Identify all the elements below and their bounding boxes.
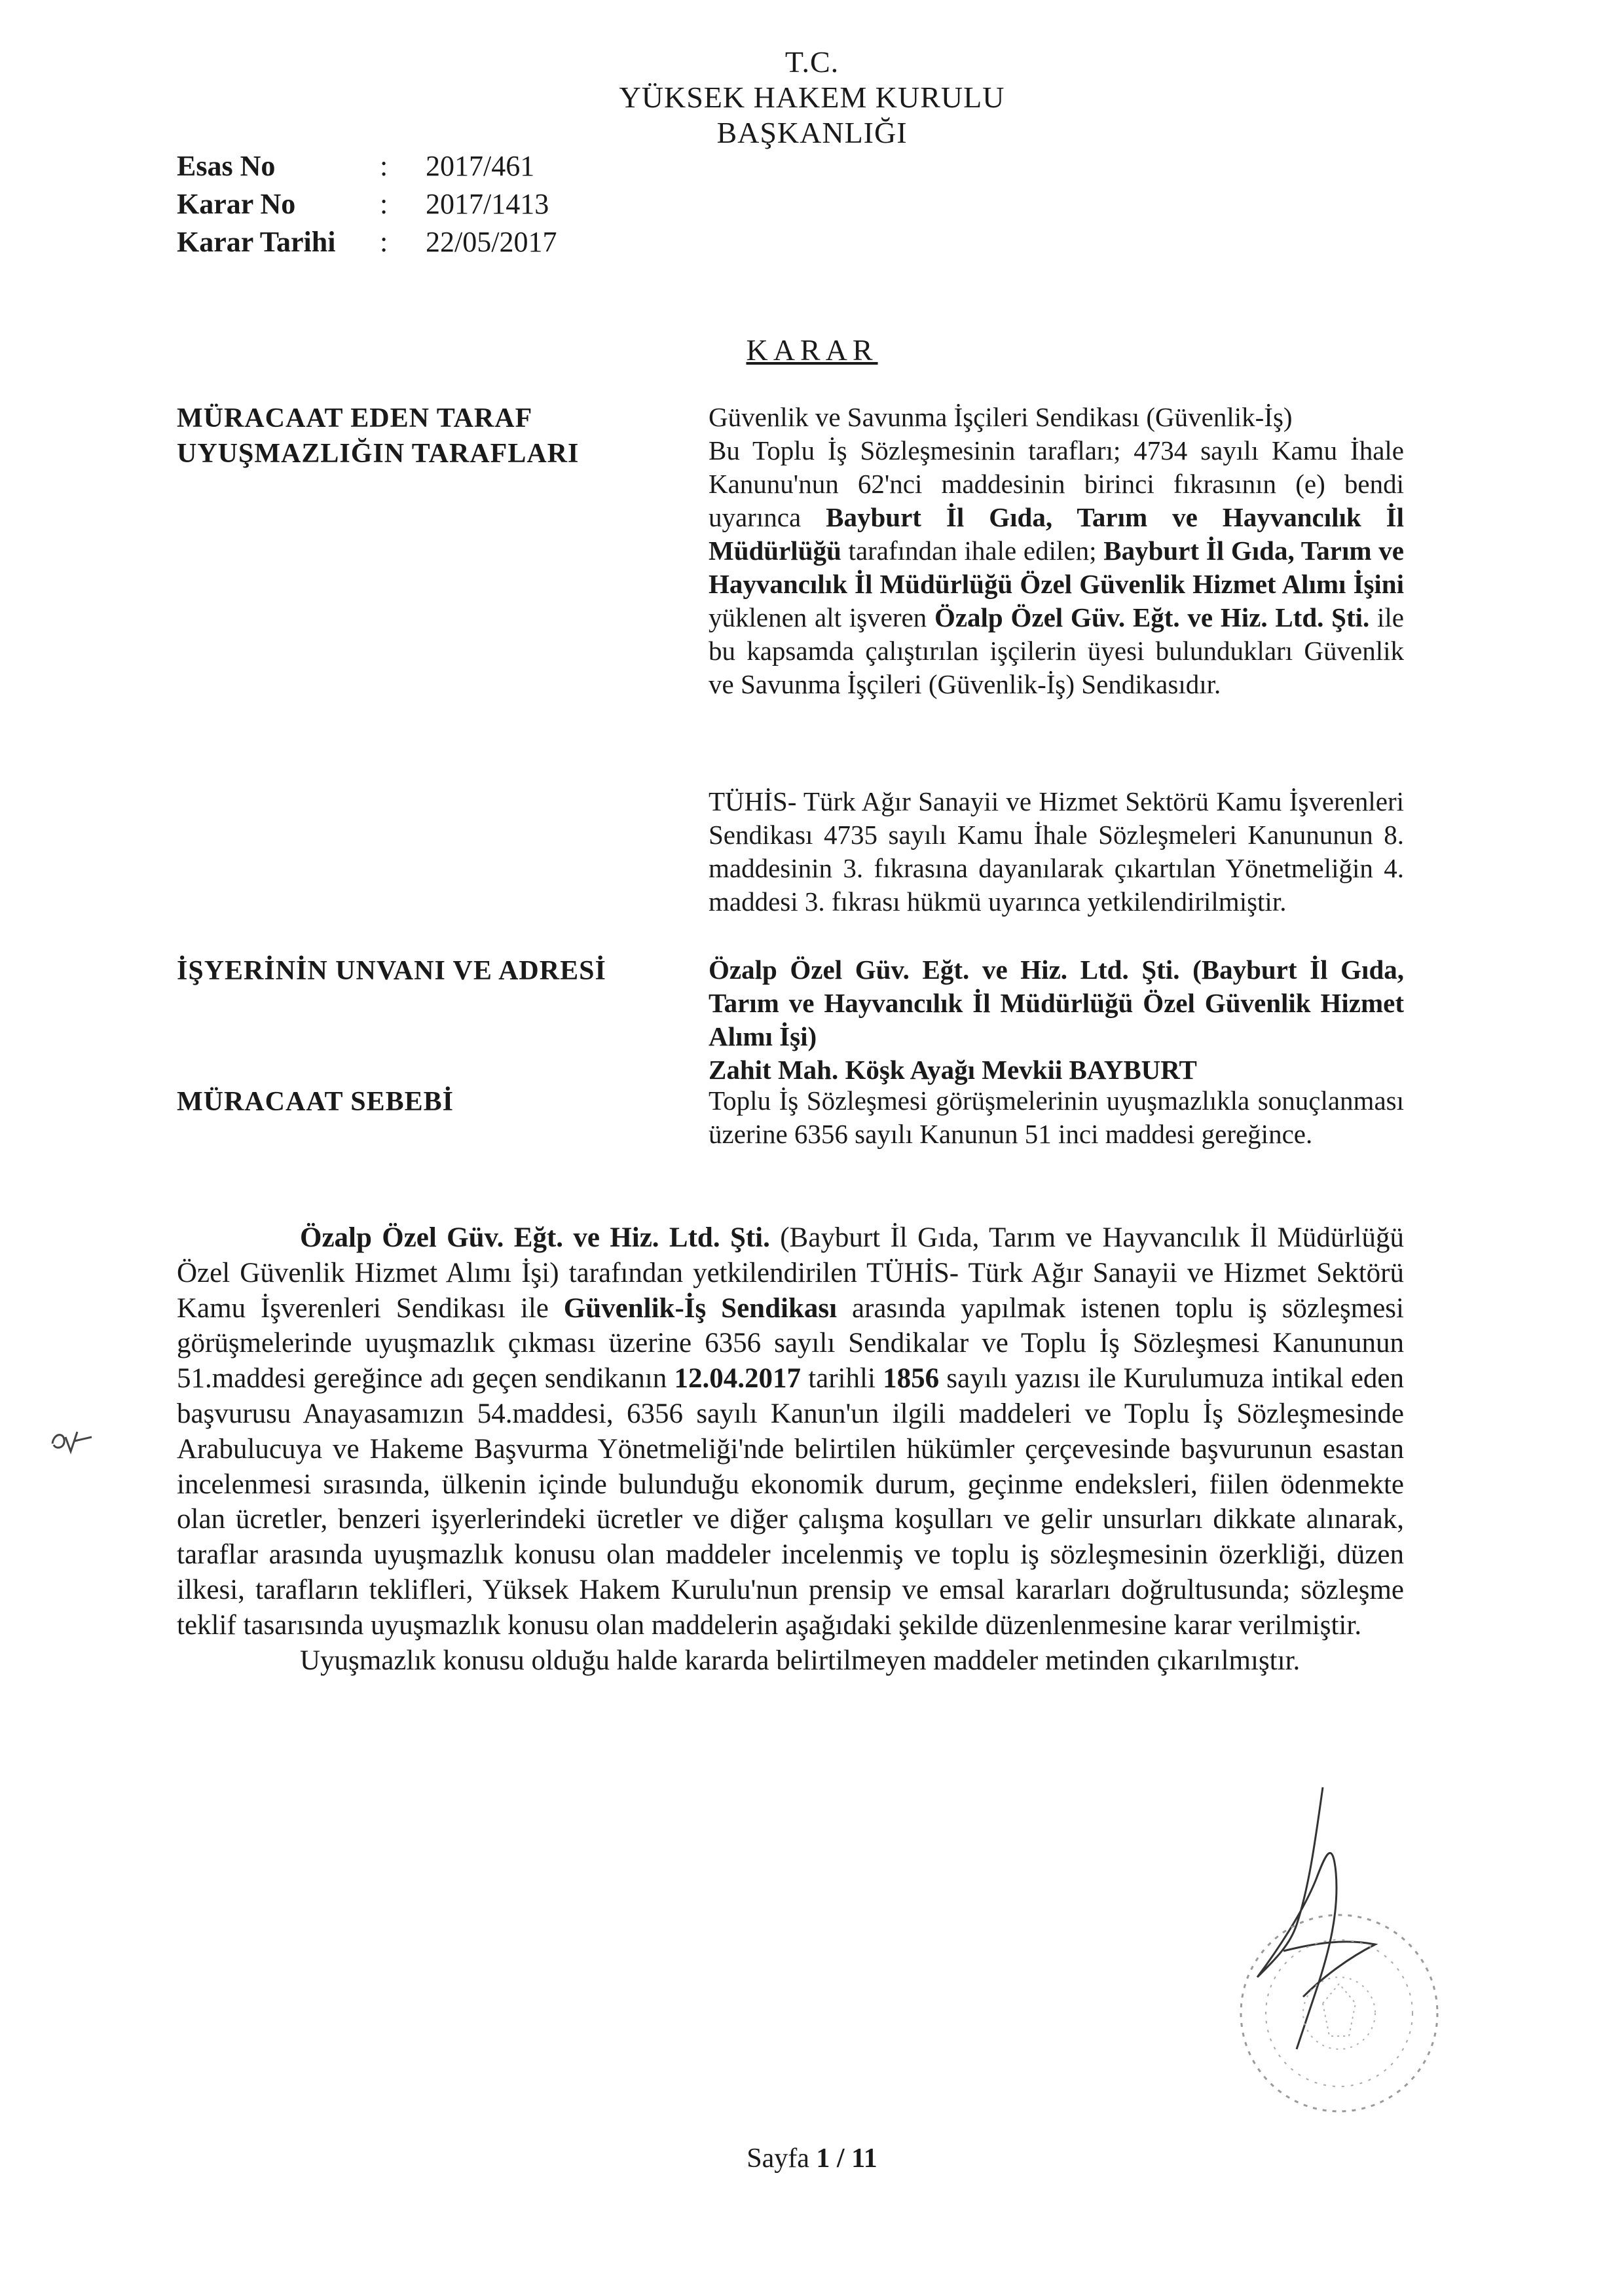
decision-body xyxy=(177,1220,1404,1678)
document-title: KARAR xyxy=(746,333,878,367)
muracaat-eden-text: Güvenlik ve Savunma İşçileri Sendikası (Güvenlik-İş) xyxy=(709,402,1293,432)
esas-value: 2017/461 xyxy=(426,150,535,182)
taraflar-paragraph xyxy=(709,434,1404,701)
taraflar-text-d: Bayburt İl Gıda, Tarım ve Hayvancılık İl Müdürlüğü Özel Güvenlik Hizmet Alımı İşini xyxy=(709,536,1404,599)
decision-paragraph-2: Uyuşmazlık konusu olduğu halde kararda belirtilmeyen maddeler metinden çıkarılmıştır. xyxy=(300,1645,1301,1676)
body-text-g: 1856 xyxy=(883,1363,940,1394)
handwritten-initial-icon xyxy=(46,1417,105,1463)
official-stamp xyxy=(1231,1905,1447,2121)
tarih-value: 22/05/2017 xyxy=(426,226,557,258)
karar-label: Karar No xyxy=(177,188,296,220)
body-text-e: 12.04.2017 xyxy=(674,1363,801,1394)
esas-colon: : xyxy=(380,150,388,182)
isyeri-value: Özalp Özel Güv. Eğt. ve Hiz. Ltd. Şti. (Bayburt İl Gıda, Tarım ve Hayvancılık İl Müdürlüğü Özel Güvenlik Hizmet Alımı İşi) xyxy=(709,955,1404,1051)
body-text-a: Özalp Özel Güv. Eğt. ve Hiz. Ltd. Şti. xyxy=(300,1222,770,1253)
taraflar-text-b: Bayburt İl Gıda, Tarım ve Hayvancılık İl Müdürlüğü xyxy=(709,502,1404,566)
page-separator: / xyxy=(830,2143,852,2174)
label-muracaat-sebebi: MÜRACAAT SEBEBİ xyxy=(177,1087,454,1117)
body-text-c: Güvenlik-İş Sendikası xyxy=(563,1292,838,1324)
tarih-label: Karar Tarihi xyxy=(177,226,336,258)
header-presidency: BAŞKANLIĞI xyxy=(716,116,908,149)
adres-value: Zahit Mah. Köşk Ayağı Mevkii BAYBURT xyxy=(709,1055,1197,1085)
label-isyeri-unvan: İŞYERİNİN UNVANI VE ADRESİ xyxy=(177,956,606,986)
isyeri-block xyxy=(709,953,1404,1087)
sebep-block xyxy=(709,1084,1404,1151)
taraflar-text-a: Bu Toplu İş Sözleşmesinin tarafları; 4734 sayılı Kamu İhale Kanunu'nun 62'nci maddesinin birinci fıkrasının (e) bendi uyarınca xyxy=(709,435,1404,532)
taraflar-text-g: ile bu kapsamda çalıştırılan işçilerin üyesi bulundukları Güvenlik ve Savunma İşçileri (Güvenlik-İş) Sendikasıdır. xyxy=(709,602,1405,699)
margin-initial xyxy=(46,1417,105,1463)
taraflar-text-2: TÜHİS- Türk Ağır Sanayii ve Hizmet Sektörü Kamu İşverenleri Sendikası 4735 sayılı Kamu İhale Sözleşmeleri Kanununun 8. maddesinin 3. fıkrasına dayanılarak çıkartılan Yönetmeliğin 4. maddesi 3. fıkrası hükmü uyarınca yetkilendirilmiştir. xyxy=(709,786,1404,917)
stamp-seal-icon xyxy=(1231,1905,1447,2121)
decision-paragraph-1 xyxy=(177,1220,1404,1643)
meta-tarih-row xyxy=(177,225,557,259)
muracaat-eden-value xyxy=(709,401,1404,701)
esas-label: Esas No xyxy=(177,150,276,182)
page-number xyxy=(0,2143,1624,2174)
taraflar-text-e: yüklenen alt işveren xyxy=(709,602,934,632)
karar-value: 2017/1413 xyxy=(426,188,549,220)
body-text-b: (Bayburt İl Gıda, Tarım ve Hayvancılık İl Müdürlüğü Özel Güvenlik Hizmet Alımı İşi) tarafından yetkilendirilen TÜHİS- Türk Ağır Sanayii ve Hizmet Sektörü Kamu İşverenleri Sendikası ile xyxy=(177,1222,1404,1324)
meta-karar-row xyxy=(177,187,549,221)
page-prefix: Sayfa xyxy=(747,2143,817,2174)
label-uyusmazlik-taraflari: UYUŞMAZLIĞIN TARAFLARI xyxy=(177,439,580,469)
body-text-h: sayılı yazısı ile Kurulumuza intikal eden başvurusu Anayasamızın 54.maddesi, 6356 sayılı Kanun'un ilgili maddeleri ve Toplu İş Sözleşmesinde Arabulucuya ve Hakeme Başvurma Yönetmeliği'nde belirtilen hükümler çerçevesinde başvurunun esastan incelenmesi sırasında, ülkenin içinde bulunduğu ekonomik durum, geçinme endeksleri, fiilen ödenmekte olan ücretler, benzeri işyerlerindeki ücretler ve diğer çalışma koşulları ve gelir unsurları dikkate alınarak, taraflar arasında uyuşmazlık konusu olan maddeler incelenmiş ve toplu iş sözleşmesinin özerkliği, düzen ilkesi, tarafların teklifleri, Yüksek Hakem Kurulu'nun prensip ve emsal kararları doğrultusunda; sözleşme teklif tasarısında uyuşmazlık konusu olan maddelerin aşağıdaki şekilde düzenlenmesine karar verilmiştir. xyxy=(177,1363,1405,1641)
label-muracaat-eden: MÜRACAAT EDEN TARAF xyxy=(177,403,533,433)
body-text-d: arasında yapılmak istenen toplu iş sözleşmesi görüşmelerinde uyuşmazlık çıkması üzerine 6356 sayılı Sendikalar ve Toplu İş Sözleşmesi Kanununun 51.maddesi gereğince adı geçen sendikanın xyxy=(177,1292,1404,1394)
karar-colon: : xyxy=(380,188,388,220)
taraflar-text-f: Özalp Özel Güv. Eğt. ve Hiz. Ltd. Şti. xyxy=(934,602,1370,632)
header-institution: YÜKSEK HAKEM KURULU xyxy=(619,81,1005,114)
taraflar-text-c: tarafından ihale edilen; xyxy=(841,536,1104,566)
body-text-f: tarihli xyxy=(800,1363,883,1394)
page-total: 11 xyxy=(851,2143,877,2174)
page-current: 1 xyxy=(816,2143,830,2174)
header-tc: T.C. xyxy=(784,45,840,79)
sebep-value: Toplu İş Sözleşmesi görüşmelerinin uyuşmazlıkla sonuçlanması üzerine 6356 sayılı Kanunun 51 inci maddesi gereğince. xyxy=(709,1085,1404,1149)
taraflar-paragraph-2 xyxy=(709,785,1404,919)
tarih-colon: : xyxy=(380,226,388,258)
meta-esas-row xyxy=(177,149,534,183)
